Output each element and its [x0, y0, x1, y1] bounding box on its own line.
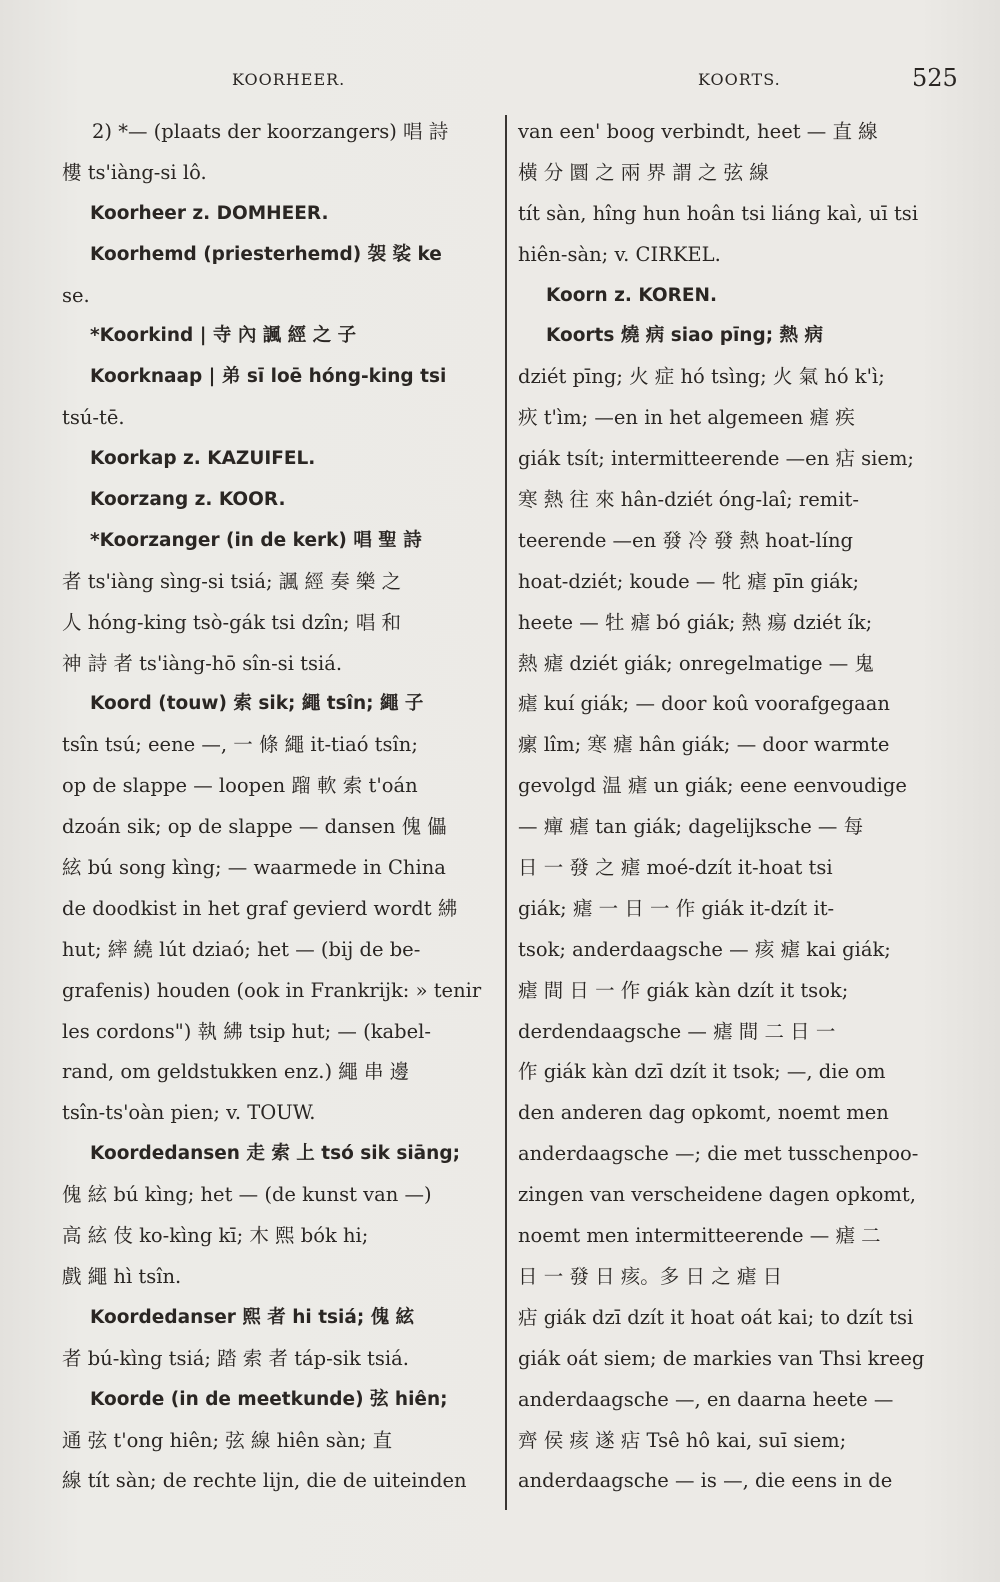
- text-line: den anderen dag opkomt, noemt men: [518, 1101, 889, 1125]
- text-line: 絃 bú song kìng; — waarmede in China: [62, 856, 446, 880]
- text-line: op de slappe — loopen 蹓 軟 索 t'oán: [62, 774, 418, 798]
- text-line: gevolgd 温 瘧 un giák; eene eenvoudige: [518, 774, 907, 798]
- text-line: Koordedanser 熙 者 hi tsiá; 傀 絃: [90, 1306, 415, 1328]
- text-line: 作 giák kàn dzī dzít it tsok; —, die om: [518, 1060, 886, 1084]
- text-line: noemt men intermitteerende — 瘧 二: [518, 1224, 881, 1248]
- text-line: giák tsít; intermitteerende —en 痁 siem;: [518, 447, 914, 471]
- text-line: Koorhemd (priesterhemd) 袈 裟 ke: [90, 243, 442, 265]
- text-line: 樓 ts'iàng-si lô.: [62, 160, 207, 184]
- text-line: 瘰 lîm; 寒 瘧 hân giák; — door warmte: [518, 733, 890, 757]
- text-line: 痁 giák dzī dzít it hoat oát kai; to dzít tsi: [518, 1305, 914, 1329]
- text-line: heete — 牡 瘧 bó giák; 熱 瘍 dziét ík;: [518, 610, 873, 634]
- text-line: tsîn tsú; eene —, 一 條 繩 it-tiaó tsîn;: [62, 733, 418, 757]
- text-line: 疢 t'ìm; —en in het algemeen 瘧 疾: [518, 406, 855, 430]
- text-line: tsú-tē.: [62, 406, 125, 430]
- text-line: zingen van verscheidene dagen opkomt,: [518, 1183, 916, 1207]
- left-running-head: KOORHEER.: [232, 70, 346, 89]
- text-line: 日 一 發 之 瘧 moé-dzít it-hoat tsi: [518, 856, 833, 880]
- text-line: dziét pīng; 火 症 hó tsìng; 火 氣 hó k'ì;: [518, 365, 885, 389]
- text-line: 通 弦 t'ong hiên; 弦 線 hiên sàn; 直: [62, 1428, 393, 1452]
- right-column: [518, 112, 950, 1502]
- text-line: 瘧 kuí giák; — door koû voorafgegaan: [518, 692, 890, 716]
- running-header: [0, 64, 1000, 104]
- text-line: Koorts 燒 病 siao pīng; 熱 病: [546, 325, 823, 347]
- text-line: dzoán sik; op de slappe — dansen 傀 儡: [62, 815, 447, 839]
- text-line: hoat-dziét; koude — 牝 瘧 pīn giák;: [518, 569, 860, 593]
- text-line: tít sàn, hîng hun hoân tsi liáng kaì, uī tsi: [518, 201, 919, 225]
- text-line: derdendaagsche — 瘧 間 二 日 一: [518, 1019, 836, 1043]
- text-line: giák oát siem; de markies van Thsi kreeg: [518, 1346, 925, 1370]
- text-line: Koorzang z. KOOR.: [90, 489, 286, 511]
- text-line: 橫 分 圜 之 兩 界 謂 之 弦 線: [518, 160, 769, 184]
- text-line: 神 詩 者 ts'iàng-hō sîn-si tsiá.: [62, 651, 343, 675]
- text-line: 人 hóng-king tsò-gák tsi dzîn; 唱 和: [62, 610, 402, 634]
- column-divider: [505, 115, 507, 1510]
- text-line: se.: [62, 283, 90, 307]
- text-line: — 癉 瘧 tan giák; dagelijksche — 每: [518, 815, 864, 839]
- text-line: Koordedansen 走 索 上 tsó sik siāng;: [90, 1143, 460, 1165]
- text-line: grafenis) houden (ook in Frankrijk: » tenir: [62, 978, 482, 1002]
- text-line: 高 絃 伎 ko-kìng kī; 木 熙 bók hi;: [62, 1224, 369, 1248]
- text-line: 者 ts'iàng sìng-si tsiá; 諷 經 奏 樂 之: [62, 569, 402, 593]
- right-running-head: KOORTS.: [698, 70, 781, 89]
- text-line: tsîn-ts'oàn pien; v. TOUW.: [62, 1101, 316, 1125]
- text-line: Koorkap z. KAZUIFEL.: [90, 448, 316, 470]
- text-line: hut; 繂 繞 lút dziaó; het — (bij de be-: [62, 937, 421, 961]
- text-line: 瘧 間 日 一 作 giák kàn dzít it tsok;: [518, 978, 849, 1002]
- page-number: 525: [912, 64, 958, 92]
- text-line: *Koorzanger (in de kerk) 唱 聖 詩: [90, 529, 422, 551]
- text-line: teerende —en 發 冷 發 熱 hoat-líng: [518, 528, 854, 552]
- text-line: *Koorkind | 寺 內 諷 經 之 子: [90, 325, 357, 347]
- text-line: Koorn z. KOREN.: [546, 284, 718, 306]
- text-line: 熱 瘧 dziét giák; onregelmatige — 鬼: [518, 651, 874, 675]
- text-line: Koorheer z. DOMHEER.: [90, 202, 329, 224]
- text-line: tsok; anderdaagsche — 痎 瘧 kai giák;: [518, 937, 891, 961]
- text-line: 齊 侯 痎 遂 痁 Tsê hô kai, suī siem;: [518, 1428, 847, 1452]
- text-line: les cordons") 執 紼 tsip hut; — (kabel-: [62, 1019, 432, 1043]
- text-line: van een' boog verbindt, heet — 直 線: [518, 120, 878, 143]
- text-line: 者 bú-kìng tsiá; 踏 索 者 táp-sik tsiá.: [62, 1346, 409, 1370]
- text-line: 傀 絃 bú kìng; het — (de kunst van —): [62, 1183, 432, 1207]
- text-line: Koorknaap | 弟 sī loē hóng-king tsi: [90, 366, 447, 388]
- text-line: hiên-sàn; v. CIRKEL.: [518, 242, 721, 266]
- text-line: 線 tít sàn; de rechte lijn, die de uiteinden: [62, 1469, 467, 1493]
- text-line: anderdaagsche —, en daarna heete —: [518, 1387, 894, 1411]
- text-line: Koord (touw) 索 sik; 繩 tsîn; 繩 子: [90, 693, 424, 715]
- text-line: 寒 熱 往 來 hân-dziét óng-laî; remit-: [518, 488, 859, 512]
- text-line: Koorde (in de meetkunde) 弦 hiên;: [90, 1388, 448, 1410]
- text-line: anderdaagsche —; die met tusschenpoo-: [518, 1142, 919, 1166]
- text-line: giák; 瘧 一 日 一 作 giák it-dzít it-: [518, 896, 835, 920]
- text-line: 戲 繩 hì tsîn.: [62, 1264, 182, 1288]
- text-line: rand, om geldstukken enz.) 繩 串 邊: [62, 1060, 410, 1084]
- left-column: [62, 112, 490, 1502]
- text-line: anderdaagsche — is —, die eens in de: [518, 1469, 893, 1493]
- text-line: 2) *— (plaats der koorzangers) 唱 詩: [92, 120, 449, 143]
- text-line: 日 一 發 日 痎。多 日 之 瘧 日: [518, 1264, 783, 1288]
- text-line: de doodkist in het graf gevierd wordt 紼: [62, 896, 458, 920]
